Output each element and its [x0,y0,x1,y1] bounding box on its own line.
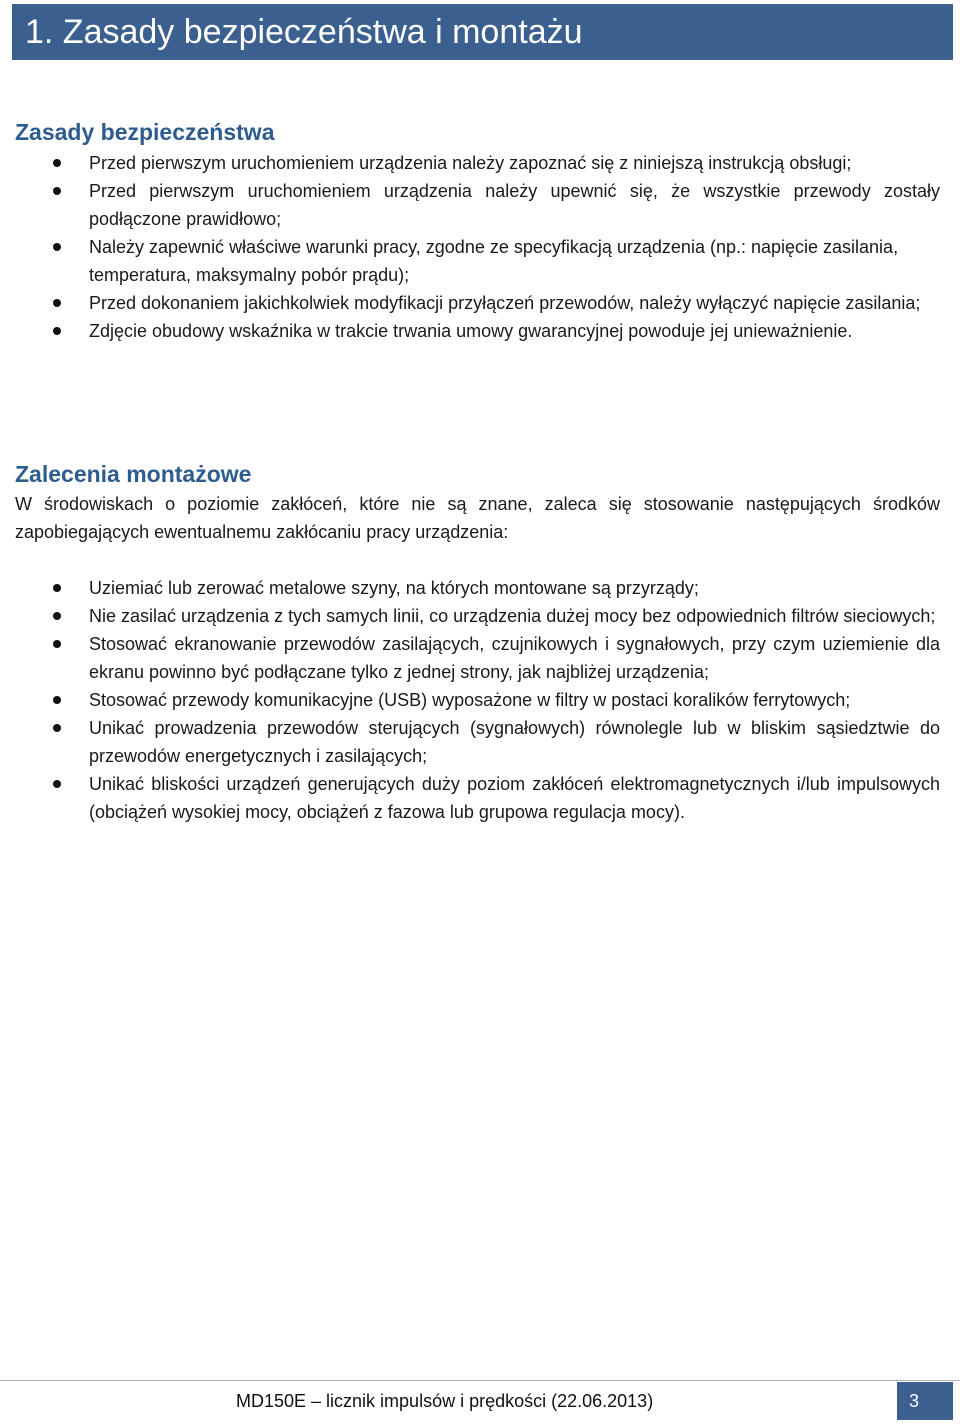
list-item: Zdjęcie obudowy wskaźnika w trakcie trwania umowy gwarancyjnej powoduje jej unieważnienie. [0,317,960,345]
safety-list [0,149,960,345]
bullet-icon [53,640,61,648]
page-number: 3 [908,1391,919,1411]
list-item: Unikać bliskości urządzeń generujących duży poziom zakłóceń elektromagnetycznych i/lub impulsowych (obciążeń wysokiej mocy, obciążeń z fazowa lub grupowa regulacja mocy). [0,770,960,826]
bullet-icon [53,187,61,195]
list-item: Przed pierwszym uruchomieniem urządzenia należy upewnić się, że wszystkie przewody zostały podłączone prawidłowo; [0,177,960,233]
bullet-icon [53,612,61,620]
page-number-box [897,1382,953,1420]
list-item: Unikać prowadzenia przewodów sterujących (sygnałowych) równolegle lub w bliskim sąsiedztwie do przewodów energetycznych i zasilających; [0,714,960,770]
bullet-icon [53,780,61,788]
list-item: Przed dokonaniem jakichkolwiek modyfikacji przyłączeń przewodów, należy wyłączyć napięcie zasilania; [0,289,960,317]
installation-intro: W środowiskach o poziomie zakłóceń, które nie są znane, zaleca się stosowanie następujących środków zapobiegających ewentualnemu zakłócaniu pracy urządzenia: [15,494,940,542]
installation-list [0,574,960,826]
footer-divider [0,1380,960,1381]
bullet-icon [53,584,61,592]
list-item: Stosować przewody komunikacyjne (USB) wyposażone w filtry w postaci koralików ferrytowych; [0,686,960,714]
bullet-icon [53,159,61,167]
list-item: Przed pierwszym uruchomieniem urządzenia należy zapoznać się z niniejszą instrukcją obsługi; [0,149,960,177]
safety-heading: Zasady bezpieczeństwa [15,119,275,145]
bullet-icon [53,299,61,307]
list-item: Stosować ekranowanie przewodów zasilających, czujnikowych i sygnałowych, przy czym uziemienie dla ekranu powinno być podłączane tylko z jednej strony, jak najbliżej urządzenia; [0,630,960,686]
footer-text: MD150E – licznik impulsów i prędkości (22.06.2013) [236,1391,654,1411]
list-item: Należy zapewnić właściwe warunki pracy, zgodne ze specyfikacją urządzenia (np.: napięcie zasilania, temperatura, maksymalny pobór prądu); [0,233,960,289]
chapter-title: 1. Zasady bezpieczeństwa i montażu [25,13,583,51]
bullet-icon [53,243,61,251]
bullet-icon [53,696,61,704]
list-item: Nie zasilać urządzenia z tych samych linii, co urządzenia dużej mocy bez odpowiednich filtrów sieciowych; [0,602,960,630]
bullet-icon [53,327,61,335]
bullet-icon [53,724,61,732]
list-item: Uziemiać lub zerować metalowe szyny, na których montowane są przyrządy; [0,574,960,602]
installation-heading: Zalecenia montażowe [15,461,252,487]
